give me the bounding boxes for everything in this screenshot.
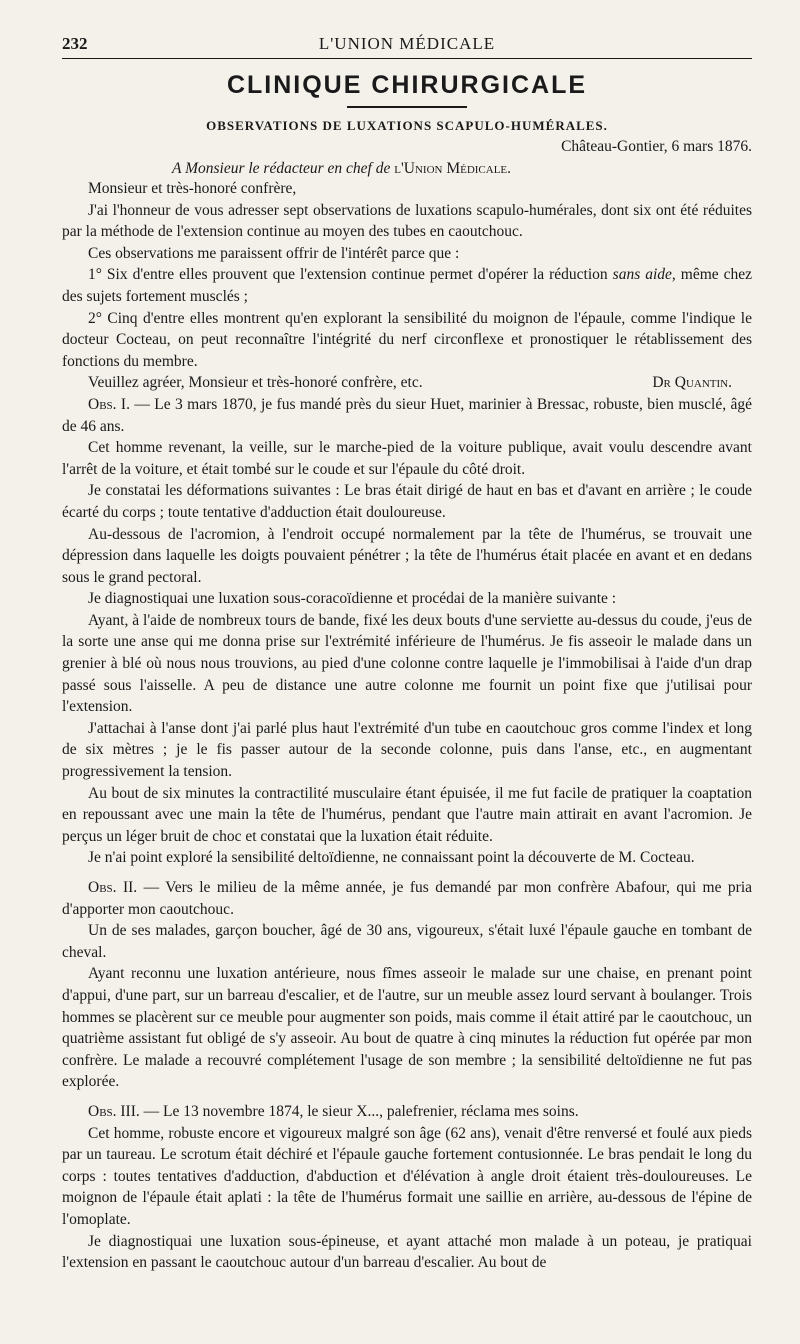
observation-paragraph: Je diagnostiquai une luxation sous-épineuse, et ayant attaché mon malade à un poteau, je pratiquai l'extension en passant le caoutchouc autour d'un barreau d'escalier. Au bout de: [62, 1232, 752, 1272]
observation-label: Obs. III.: [88, 1102, 140, 1120]
observation-paragraph: Je n'ai point exploré la sensibilité deltoïdienne, ne connaissant point la découverte de M. Cocteau.: [88, 849, 695, 867]
letter-signature: Dr Quantin.: [652, 374, 732, 392]
article-body: [62, 178, 752, 1274]
letter-opening: Monsieur et très-honoré confrère,: [88, 180, 297, 197]
observation-paragraph: [62, 877, 752, 920]
letter-paragraph: 2° Cinq d'entre elles montrent qu'en explorant la sensibilité du moignon de l'épaule, comme l'indique le docteur Cocteau, on peut reconnaître l'intégrité du nerf circonflexe et pronostiquer le rétablissement des fonctions du membre.: [62, 309, 752, 370]
section-title: CLINIQUE CHIRURGICALE: [226, 71, 588, 99]
observation-paragraph: Un de ses malades, garçon boucher, âgé de 30 ans, vigoureux, s'était luxé l'épaule gauche en tombant de cheval.: [62, 922, 752, 961]
letter-paragraph: Ces observations me paraissent offrir de l'intérêt parce que :: [88, 244, 460, 262]
letter-point-1-end: même chez des sujets fortement musclés ;: [62, 266, 753, 305]
letter-point-1-text: 1° Six d'entre elles prouvent que l'extension continue permet d'opérer la réduction: [88, 266, 608, 284]
observation-paragraph: Je diagnostiquai une luxation sous-coracoïdienne et procédai de la manière suivante :: [88, 590, 617, 608]
letter-paragraph: [62, 264, 752, 307]
observation-paragraph: Cet homme, robuste encore et vigoureux malgré son âge (62 ans), venait d'être renversé et foulé aux pieds par un taureau. Le scrotum était déchiré et l'épaule gauche fortement contusionnée. Le bras pendait le long du corps : toutes tentatives d'adduction, d'abduction et d'élévation à angle droit étaient très-douloureuses. Le moignon de l'épaule était aplati : la tête de l'humérus formait une saillie en arrière, au-dessous de l'épine de l'omoplate.: [62, 1124, 752, 1228]
letter-point-1-emphasis: sans aide,: [612, 266, 676, 284]
salutation-text: A Monsieur le rédacteur en chef de: [172, 160, 391, 177]
observation-paragraph: Ayant reconnu une luxation antérieure, nous fîmes asseoir le malade sur une chaise, en prenant point d'appui, d'une part, sur un barreau d'escalier, et de l'autre, sur un meuble assez lourd servant à boulanger. Trois hommes se placèrent sur ce meuble pour augmenter son poids, mais comme il était attiré par le caoutchouc, un quatrième assistant fut obligé de s'y asseoir. Au bout de quatre à cinq minutes la réduction fut opérée par mon confrère. Le malade a recouvré complétement l'usage de son membre ; la sensibilité deltoïdienne ne fut pas explorée.: [62, 965, 752, 1091]
letter-closing: Veuillez agréer, Monsieur et très-honoré confrère, etc.: [88, 374, 423, 392]
title-rule: [347, 106, 467, 108]
observation-label: Obs. I.: [88, 395, 130, 413]
salutation-to: [62, 160, 752, 178]
letter-paragraph: J'ai l'honneur de vous adresser sept observations de luxations scapulo-humérales, dont six ont été réduites par la méthode de l'extension continue au moyen des tubes en caoutchouc.: [62, 201, 752, 241]
observation-paragraph: Ayant, à l'aide de nombreux tours de bande, fixé les deux bouts d'une serviette au-dessus du coude, j'eus de la sorte une anse qui me donna prise sur l'extrémité inférieure de l'humérus. Je fis asseoir le malade dans un grenier à blé où nous nous trouvions, au pied d'une colonne contre laquelle je l'immobilisai à l'aide d'un drap passé sous l'aisselle. A peu de distance une autre colonne me fournit un point fixe que j'utilisai pour l'extension.: [62, 611, 752, 716]
journal-name: L'UNION MÉDICALE: [318, 34, 496, 53]
observation-text: — Le 3 mars 1870, je fus mandé près du sieur Huet, marinier à Bressac, robuste, bien musclé, âgé de 46 ans.: [62, 395, 753, 435]
observation-paragraph: Au-dessous de l'acromion, à l'endroit occupé normalement par la tête de l'humérus, se trouvait une dépression dans laquelle les doigts pouvaient pénétrer ; la tête de l'humérus était placée en avant et en dedans sous le grand pectoral.: [62, 525, 752, 586]
observation-label: Obs. II.: [88, 879, 138, 896]
observation-paragraph: Je constatai les déformations suivantes : Le bras était dirigé de haut en bas et d'avant en arrière ; le coude écarté du corps ; toute tentative d'adduction était douloureuse.: [62, 482, 752, 521]
observation-paragraph: [62, 1101, 752, 1123]
page-number: 232: [62, 34, 88, 53]
letter-closing-line: [62, 372, 752, 394]
observation-paragraph: Au bout de six minutes la contractilité musculaire étant épuisée, il me fut facile de pratiquer la coaptation en repoussant avec une main la tête de l'humérus, pendant que l'autre main attirait en avant l'acromion. Je perçus un léger bruit de choc et constatai que la luxation était réduite.: [62, 784, 752, 845]
dateline: Château-Gontier, 6 mars 1876.: [561, 138, 752, 155]
salutation-journal: l'Union Médicale.: [394, 160, 512, 177]
observation-text: — Vers le milieu de la même année, je fus demandé par mon confrère Abafour, qui me pria d'apporter mon caoutchouc.: [62, 879, 753, 918]
observation-paragraph: Cet homme revenant, la veille, sur le marche-pied de la voiture publique, avait voulu descendre avant l'arrêt de la voiture, et était tombé sur le coude et sur l'épaule du côté droit.: [62, 439, 752, 478]
article-title: OBSERVATIONS DE LUXATIONS SCAPULO-HUMÉRALES.: [206, 118, 608, 133]
running-head: [62, 34, 752, 59]
observation-paragraph: [62, 394, 752, 437]
observation-paragraph: J'attachai à l'anse dont j'ai parlé plus haut l'extrémité d'un tube en caoutchouc gros comme l'index et long de six mètres ; je le fis passer autour de la seconde colonne, puis dans l'anse, etc., en augmentant progressivement la tension.: [62, 719, 752, 781]
observation-text: — Le 13 novembre 1874, le sieur X..., palefrenier, réclama mes soins.: [143, 1102, 579, 1120]
